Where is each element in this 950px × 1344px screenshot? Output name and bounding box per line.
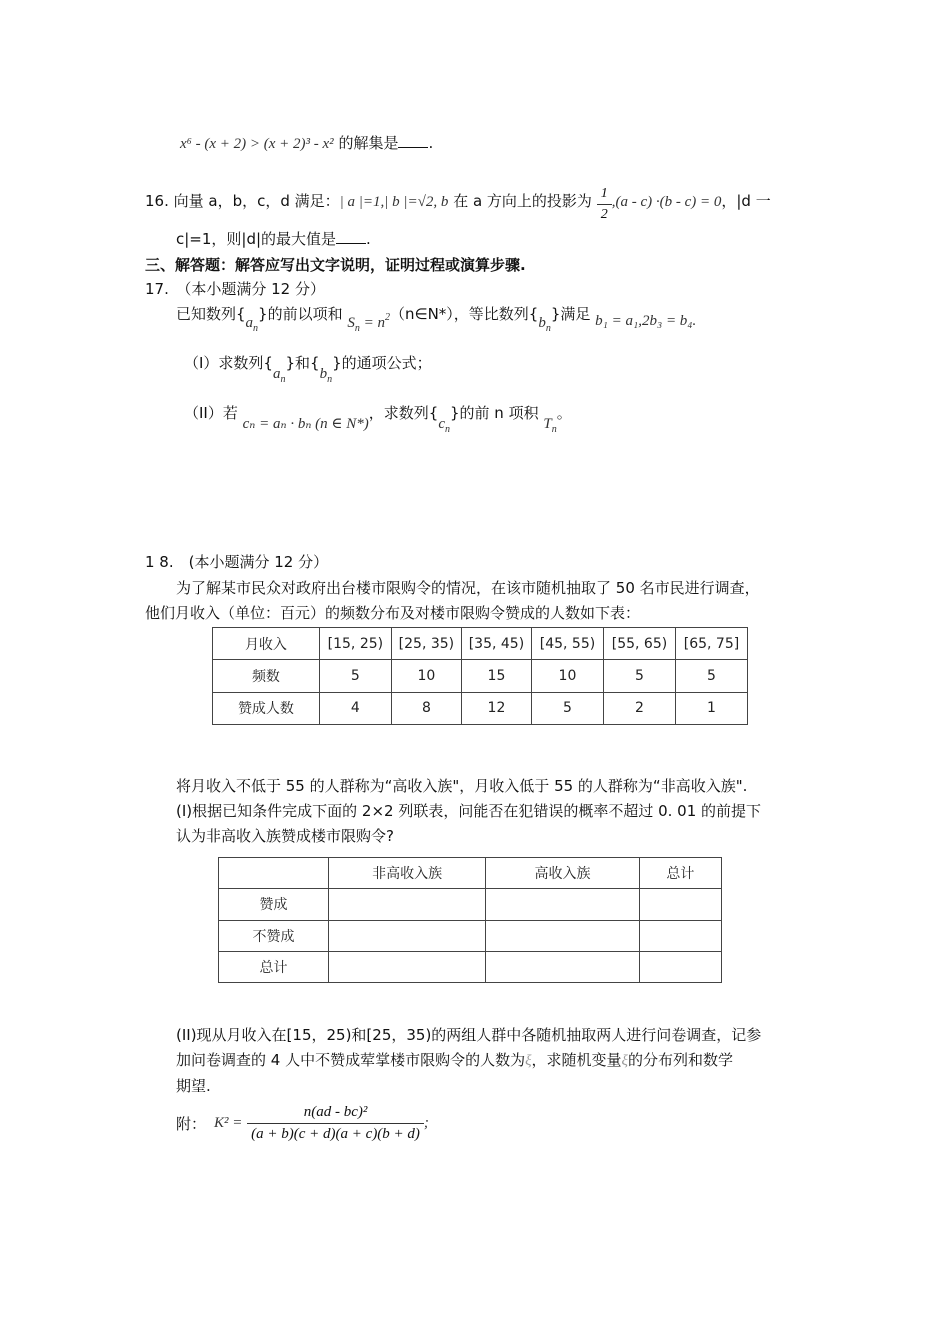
q17-sn-letter: S (347, 315, 355, 331)
k2-lhs: K² = (214, 1115, 243, 1131)
income-table-cell: [15, 25) (319, 628, 391, 660)
q17-p2-end: 。 (556, 404, 572, 422)
q18-part2-l2-b: ，求随机变量 (531, 1051, 622, 1069)
q17-p2-math: cₙ = aₙ · bₙ (n ∈ N*) (242, 416, 369, 432)
q18-header: 1 8. (本小题满分 12 分） (145, 553, 329, 571)
contingency-row (219, 889, 722, 920)
contingency-row-label: 赞成 (219, 889, 329, 920)
q17-tn (543, 416, 557, 435)
contingency-empty-cell (486, 920, 639, 951)
income-table-cell: 5 (531, 692, 603, 724)
contingency-empty-cell (328, 920, 485, 951)
q17-sn-sup: 2 (385, 312, 390, 323)
q16-fraction (597, 186, 612, 223)
q18-part1-l2: 认为非高收入族赞成楼市限购令? (176, 827, 394, 845)
income-table-body (213, 628, 748, 725)
q15-end: . (428, 134, 434, 152)
q16-line1 (145, 186, 771, 223)
income-table-cell: 10 (391, 660, 461, 692)
q18-define: 将月收入不低于 55 的人群称为“高收入族"，月收入低于 55 的人群称为“非高收入族". (176, 777, 748, 795)
q16-text-a: 向量 a，b，c，d 满足： (173, 192, 340, 210)
q17-sn (347, 312, 390, 334)
q17-part2 (184, 402, 572, 435)
q16-text-b: 在 a 方向上的投影为 (453, 192, 592, 210)
contingency-empty-cell (486, 889, 639, 920)
q17-tn-sub: n (551, 424, 557, 435)
q17-bn-sub: n (545, 323, 551, 334)
income-table (212, 627, 748, 725)
income-table-cell: 5 (319, 660, 391, 692)
contingency-header-cell (219, 858, 329, 889)
q17-p2-cn (438, 416, 450, 435)
q17-p1-a: （I）求数列{ (184, 354, 273, 372)
q16-frac-den: 2 (600, 207, 608, 222)
q15-inequality: x⁶ - (x + 2) > (x + 2)³ - x² (180, 136, 334, 152)
q17-l1-b: }的前以项和 (258, 305, 343, 323)
q17-header: 17. （本小题满分 12 分） (145, 280, 325, 298)
contingency-row-label: 不赞成 (219, 920, 329, 951)
q17-l1-d: }满足 (550, 305, 591, 323)
q17-p1-bn: $b_n$ (319, 366, 333, 385)
income-table-row (213, 628, 748, 660)
q16-text-c: ，|d 一 (721, 192, 771, 210)
income-table-cell: [25, 35) (391, 628, 461, 660)
q15-answer-blank (398, 133, 428, 148)
q16-cond2-math: ,(a - c) ·(b - c) = 0 (611, 194, 722, 210)
contingency-table (218, 857, 722, 983)
q16-line2 (176, 228, 371, 249)
q18-intro2: 他们月收入（单位：百元）的频数分布及对楼市限购令赞成的人数如下表： (145, 604, 641, 622)
income-table-cell: 5 (675, 660, 747, 692)
q17-p2-c: }的前 n 项积 (449, 404, 539, 422)
q18-part2-l2-c: 的分布列和数学 (627, 1051, 733, 1069)
q16-end: . (366, 230, 371, 248)
q17-bn-letter: b (538, 315, 546, 331)
income-table-cell: [65, 75] (675, 628, 747, 660)
q17-line1 (176, 303, 697, 334)
q18-part2-l2 (176, 1049, 733, 1070)
q15-suffix: 的解集是 (338, 134, 399, 152)
k2-fraction (247, 1104, 424, 1143)
q16-number: 16. (145, 192, 169, 210)
income-table-row-label: 赞成人数 (213, 692, 320, 724)
q18-part1-l1: (I)根据已知条件完成下面的 2×2 列联表，问能否在犯错误的概率不超过 0. 01 的前提下 (176, 802, 762, 820)
contingency-empty-cell (328, 889, 485, 920)
q17-an (245, 315, 259, 334)
q17-l1-a: 已知数列{ (176, 305, 246, 323)
q17-p2-a: （II）若 (184, 404, 238, 422)
q17-cn-sub: n (444, 424, 450, 435)
contingency-empty-cell (639, 920, 721, 951)
q17-sn-eq: = n (359, 315, 385, 331)
contingency-row-label: 总计 (219, 951, 329, 982)
income-table-cell: 10 (531, 660, 603, 692)
income-table-cell: 4 (319, 692, 391, 724)
q18-part2-l1: (II)现从月收入在[15，25)和[25，35)的两组人群中各随机抽取两人进行问卷调查，记参 (176, 1026, 762, 1044)
contingency-header-cell: 非高收入族 (328, 858, 485, 889)
k2-end: ; (423, 1115, 429, 1131)
q17-sn-sub: n (354, 323, 360, 334)
q17-p1-an-sub: n (280, 374, 286, 385)
q16-cond-math: | a |=1,| b |=√2, b (339, 194, 449, 210)
income-table-cell: 8 (391, 692, 461, 724)
q17-bn (538, 315, 551, 334)
contingency-header-row (219, 858, 722, 889)
contingency-empty-cell (639, 951, 721, 982)
income-table-cell: [55, 65) (603, 628, 675, 660)
contingency-table-body (219, 858, 722, 983)
contingency-header-cell: 总计 (639, 858, 721, 889)
contingency-empty-cell (486, 951, 639, 982)
q17-an-letter: a (245, 315, 254, 331)
q18-intro1: 为了解某市民众对政府出台楼市限购令的情况，在该市随机抽取了 50 名市民进行调查， (176, 579, 760, 597)
q18-part2-l3: 期望. (176, 1077, 211, 1095)
income-table-cell: [45, 55) (531, 628, 603, 660)
appendix-label: 附： (176, 1115, 207, 1133)
q17-cn-letter: c (438, 416, 445, 432)
contingency-row (219, 920, 722, 951)
q16-frac-num: 1 (597, 186, 612, 205)
contingency-header-cell: 高收入族 (486, 858, 639, 889)
income-table-row (213, 692, 748, 724)
q16-answer-blank (336, 229, 366, 244)
q17-tn-letter: T (543, 416, 552, 432)
q18-part2-l2-a: 加问卷调查的 4 人中不赞成荤掌楼市限购令的人数为 (176, 1051, 526, 1069)
q17-part1 (184, 352, 432, 385)
q17-an-sub: n (253, 323, 259, 334)
q17-cond: b₁ = a₁,2b₃ = b₄. (595, 313, 697, 329)
q17-p1-bn-sub: n (327, 374, 333, 385)
income-table-cell: 5 (603, 660, 675, 692)
k2-numerator: n(ad - bc)² (247, 1104, 424, 1124)
income-table-row (213, 660, 748, 692)
q17-p2-b: ，求数列{ (368, 404, 439, 422)
q15-line (180, 132, 433, 153)
income-table-cell: 1 (675, 692, 747, 724)
k2-formula (214, 1104, 429, 1143)
contingency-empty-cell (639, 889, 721, 920)
contingency-empty-cell (328, 951, 485, 982)
q17-l1-c: （n∈N*），等比数列{ (390, 305, 539, 323)
income-table-row-label: 月收入 (213, 628, 320, 660)
xi-symbol-2: ξ (621, 1053, 628, 1069)
q17-p1-b: }和{ (285, 354, 320, 372)
contingency-row (219, 951, 722, 982)
income-table-cell: 2 (603, 692, 675, 724)
q16-line2-text: c|=1，则|d|的最大值是 (176, 230, 337, 248)
section3-heading: 三、解答题：解答应写出文字说明，证明过程或演算步骤. (145, 256, 526, 274)
income-table-row-label: 频数 (213, 660, 320, 692)
income-table-cell: 15 (461, 660, 531, 692)
xi-symbol: ξ (525, 1053, 532, 1069)
q17-p1-c: }的通项公式； (332, 354, 432, 372)
q17-p1-an: $a_n$ (272, 366, 286, 385)
income-table-cell: 12 (461, 692, 531, 724)
k2-denominator: (a + b)(c + d)(a + c)(b + d) (251, 1126, 420, 1142)
income-table-cell: [35, 45) (461, 628, 531, 660)
